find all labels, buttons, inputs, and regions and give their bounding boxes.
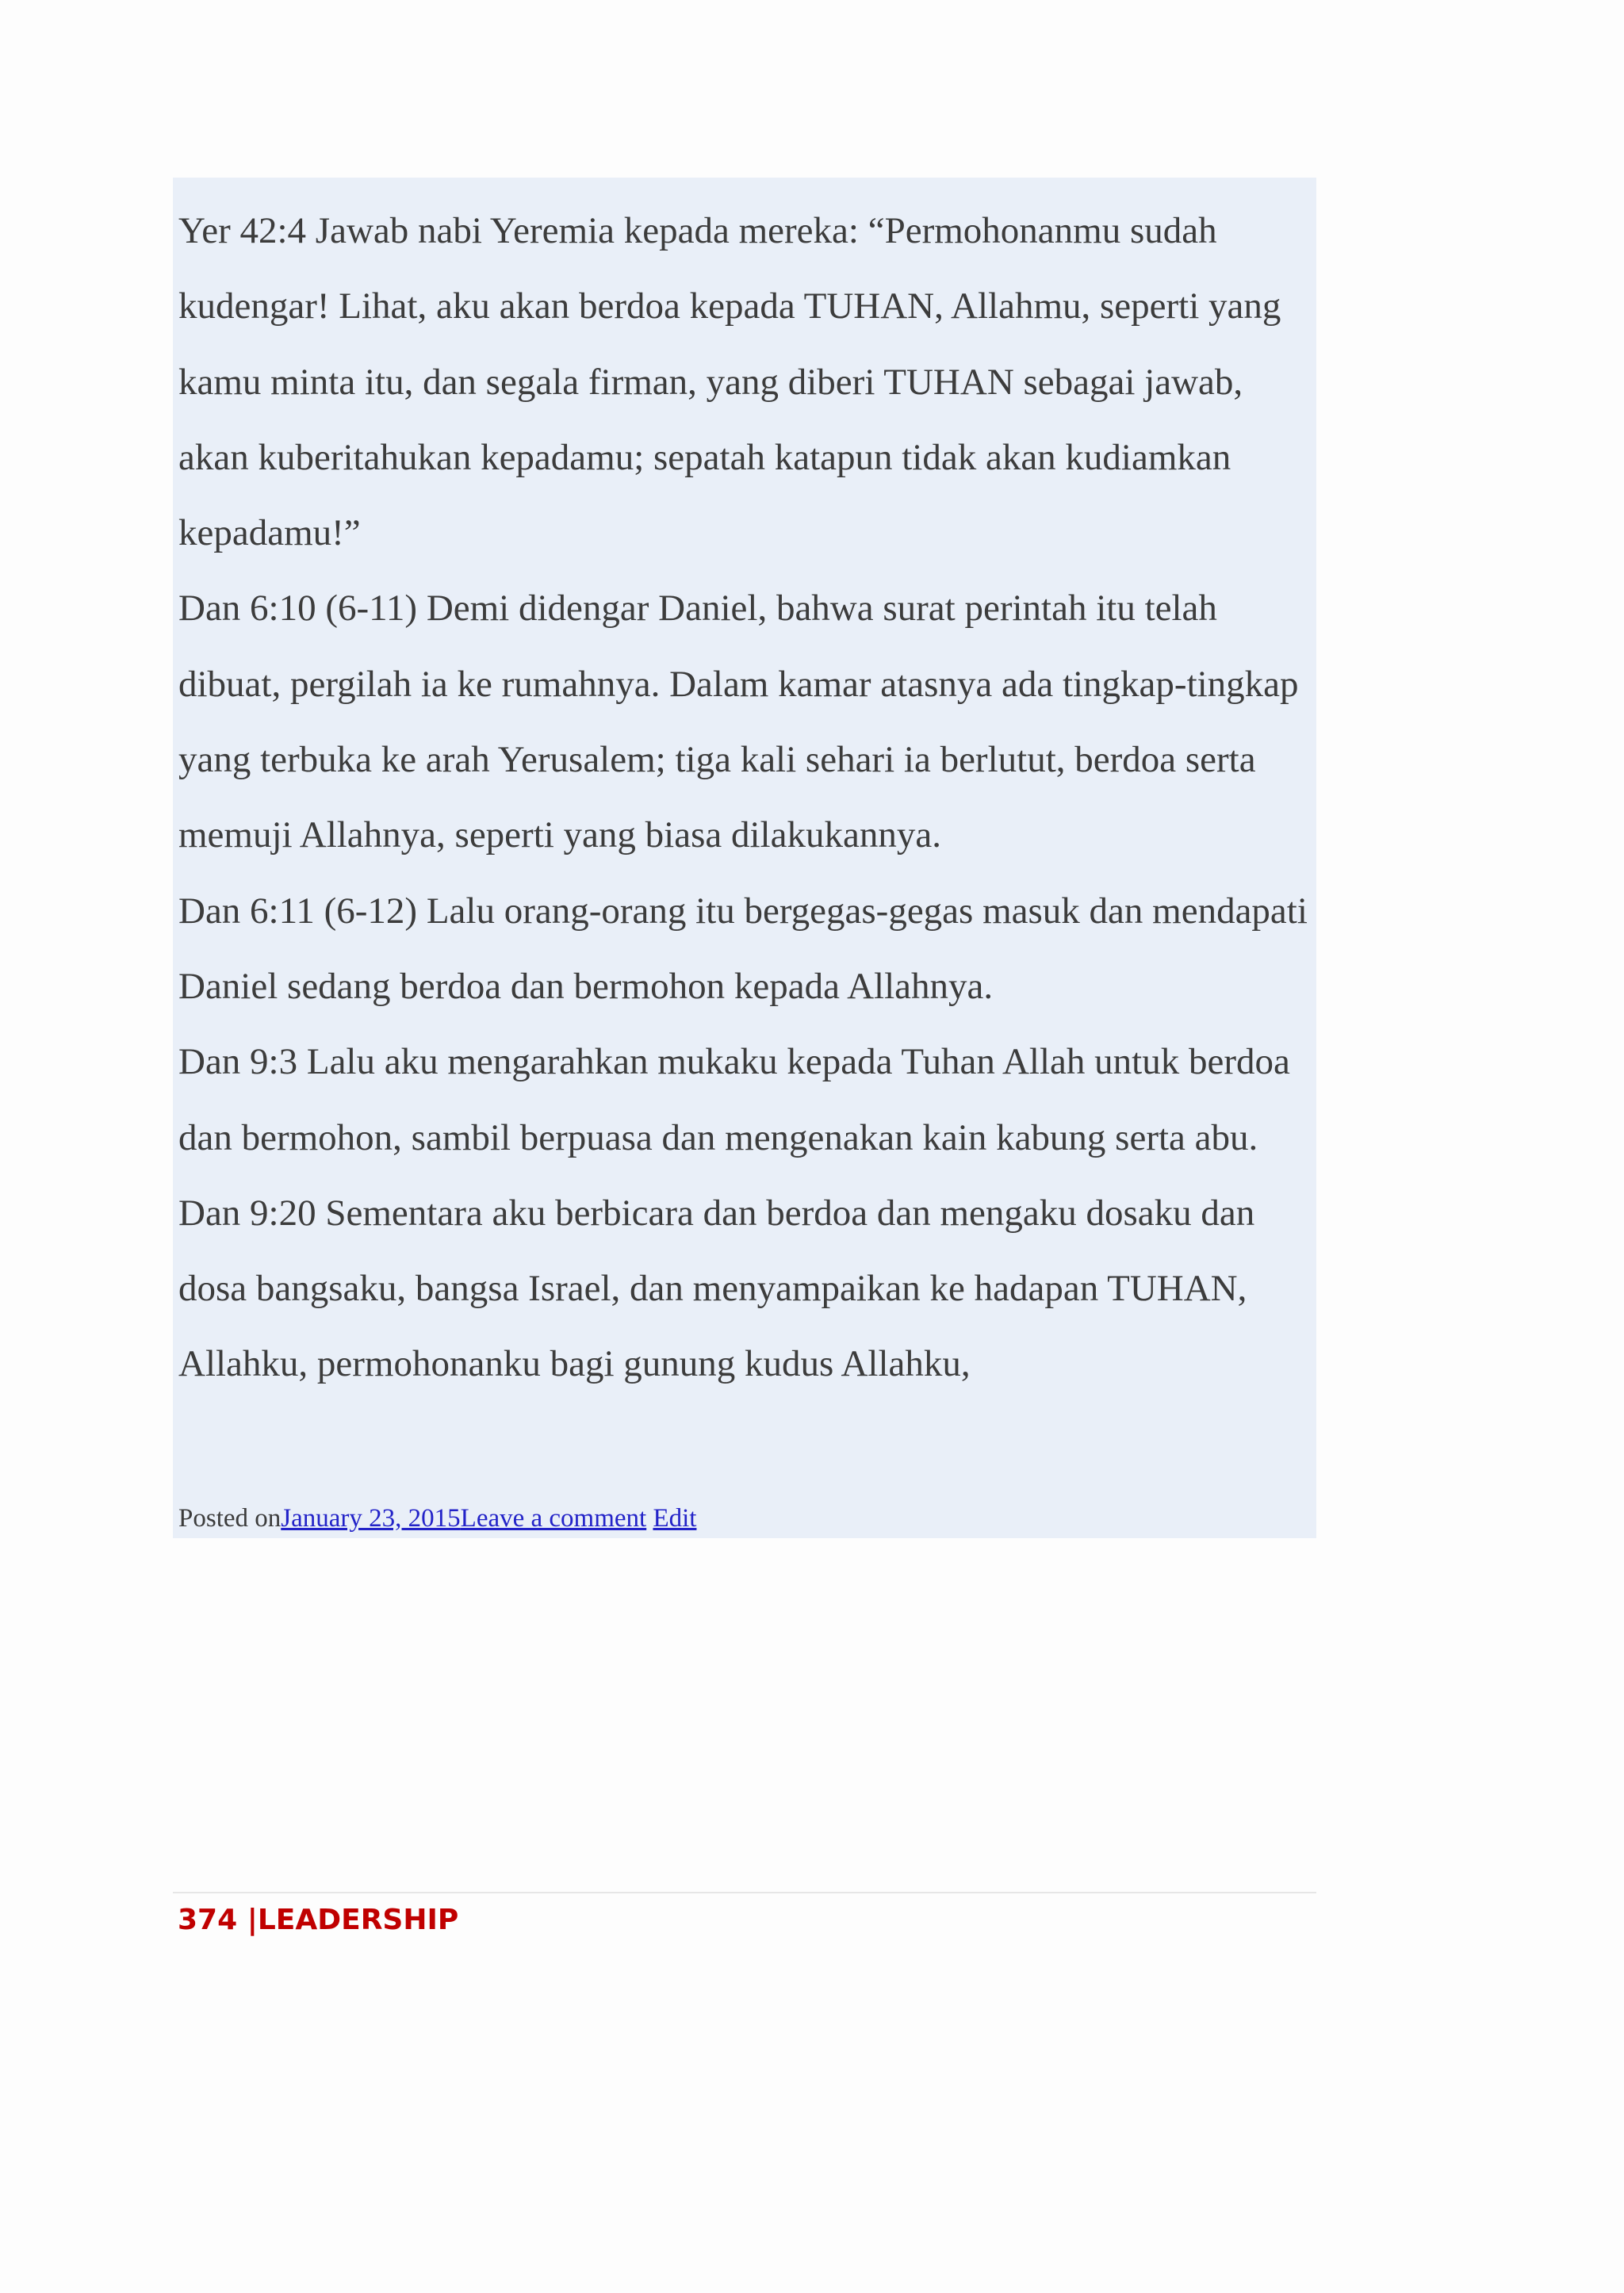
footer-divider bbox=[173, 1892, 1316, 1893]
page-number: 374 bbox=[178, 1904, 238, 1936]
leave-comment-link[interactable]: Leave a comment bbox=[460, 1504, 647, 1533]
verse-dan-6-11: Dan 6:11 (6-12) Lalu orang-orang itu bergegas-gegas masuk dan mendapati Daniel sedang berdoa dan bermohon kepada Allahnya. bbox=[178, 890, 1308, 1007]
post-meta bbox=[178, 1502, 696, 1535]
verse-dan-9-20: Dan 9:20 Sementara aku berbicara dan berdoa dan mengaku dosaku dan dosa bangsaku, bangsa Israel, dan menyampaikan ke hadapan TUHAN, Allahku, permohonanku bagi gunung kudus Allahku, bbox=[178, 1192, 1255, 1385]
footer-separator: | bbox=[237, 1904, 258, 1936]
page-footer bbox=[178, 1901, 458, 1939]
verse-dan-9-3: Dan 9:3 Lalu aku mengarahkan mukaku kepada Tuhan Allah untuk berdoa dan bermohon, sambil berpuasa dan mengenakan kain kabung serta abu. bbox=[178, 1041, 1290, 1158]
verse-dan-6-10: Dan 6:10 (6-11) Demi didengar Daniel, bahwa surat perintah itu telah dibuat, pergilah ia ke rumahnya. Dalam kamar atasnya ada tingkap-tingkap yang terbuka ke arah Yerusalem; tiga kali sehari ia berlutut, berdoa serta memuji Allahnya, seperti yang biasa dilakukannya. bbox=[178, 588, 1299, 856]
post-content bbox=[178, 193, 1320, 1403]
verse-yer-42-4: Yer 42:4 Jawab nabi Yeremia kepada mereka: “Permohonanmu sudah kudengar! Lihat, aku akan berdoa kepada TUHAN, Allahmu, seperti yang kamu minta itu, dan segala firman, yang diberi TUHAN sebagai jawab, akan kuberitahukan kepadamu; sepatah katapun tidak akan kudiamkan kepadamu!” bbox=[178, 210, 1281, 554]
post-date-link[interactable]: January 23, 2015 bbox=[281, 1504, 461, 1533]
footer-section-title: LEADERSHIP bbox=[257, 1904, 459, 1936]
edit-link[interactable]: Edit bbox=[653, 1504, 697, 1533]
posted-on-label: Posted on bbox=[178, 1504, 282, 1533]
